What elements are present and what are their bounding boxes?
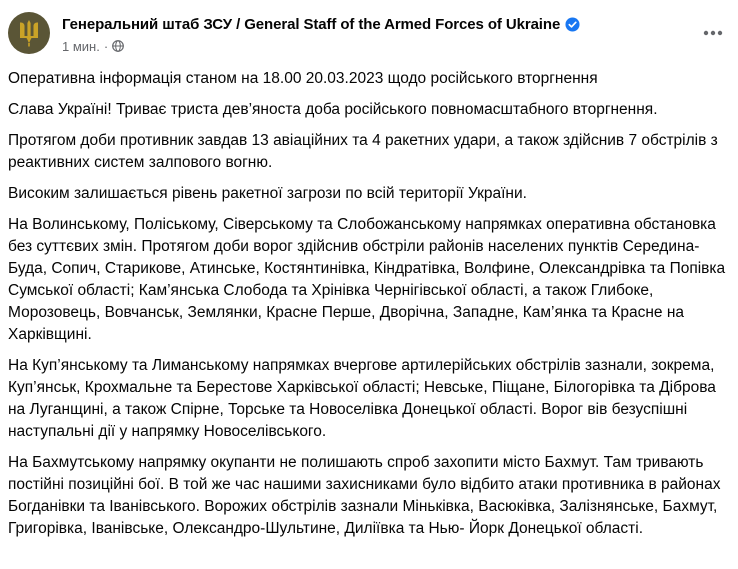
post-paragraph: На Волинському, Поліському, Сіверському та Слобожанському напрямках оперативна обстановка без суттєвих змін. Протягом доби ворог здійснив обстріли районів населених пунктів Середина-Буда, Сопич, Старикове, Атинське, Костянтинівка, Кіндратівка, Волфине, Олександрівка та Попівка Сумської області; Кам’янська Слобода та Хрінівка Чернігівської області, а також Глибоке, Морозовець, Вовчанськ, Землянки, Красне Перше, Дворічна, Западне, Кам’янка та Красне на Харківщині.: [8, 216, 726, 343]
trident-emblem-icon: [16, 18, 42, 48]
post-paragraph: На Бахмутському напрямку окупанти не полишають спроб захопити місто Бахмут. Там тривають постійні позиційні бої. В той же час нашими захисниками було відбито атаки противника в районах Богданівки та Іванівського. Ворожих обстрілів зазнали Міньківка, Васюківка, Залізнянське, Бахмут, Григорівка, Іванівське, Олександро-Шультине, Диліївка та Нью- Йорк Донецької області.: [8, 454, 721, 537]
post-paragraph: На Куп’янському та Лиманському напрямках вчергове артилерійських обстрілів зазнали, зокрема, Куп’янськ, Крохмальне та Берестове Харківської області; Невське, Піщане, Білогорівка та Діброва на Луганщині, а також Спірне, Торське та Новоселівка Донецької області. Ворог вів безуспішні наступальні дії у напрямку Новоселівського.: [8, 357, 716, 440]
author-name[interactable]: Генеральний штаб ЗСУ / General Staff of the Armed Forces of Ukraine: [62, 15, 561, 33]
post-header: [0, 0, 738, 64]
more-horizontal-icon: [703, 30, 723, 36]
meta-separator: ·: [103, 38, 109, 54]
author-line: [62, 13, 580, 35]
more-options-button[interactable]: [698, 22, 728, 44]
post-timestamp[interactable]: 1 мин.: [62, 38, 100, 54]
post-paragraph: Протягом доби противник завдав 13 авіаційних та 4 ракетних удари, а також здійснив 7 обстрілів з реактивних систем залпового вогню.: [8, 132, 718, 171]
post-paragraph: Високим залишається рівень ракетної загрози по всій території України.: [8, 185, 527, 202]
avatar[interactable]: [8, 12, 50, 54]
post-paragraph: Слава Україні! Триває триста дев’яноста доба російського повномасштабного вторгнення.: [8, 101, 658, 118]
post-meta: [62, 37, 124, 55]
verified-badge-icon: [565, 17, 580, 32]
post-paragraph: Оперативна інформація станом на 18.00 20.03.2023 щодо російського вторгнення: [8, 70, 598, 87]
globe-icon[interactable]: [112, 40, 124, 52]
post-body: [8, 68, 730, 549]
